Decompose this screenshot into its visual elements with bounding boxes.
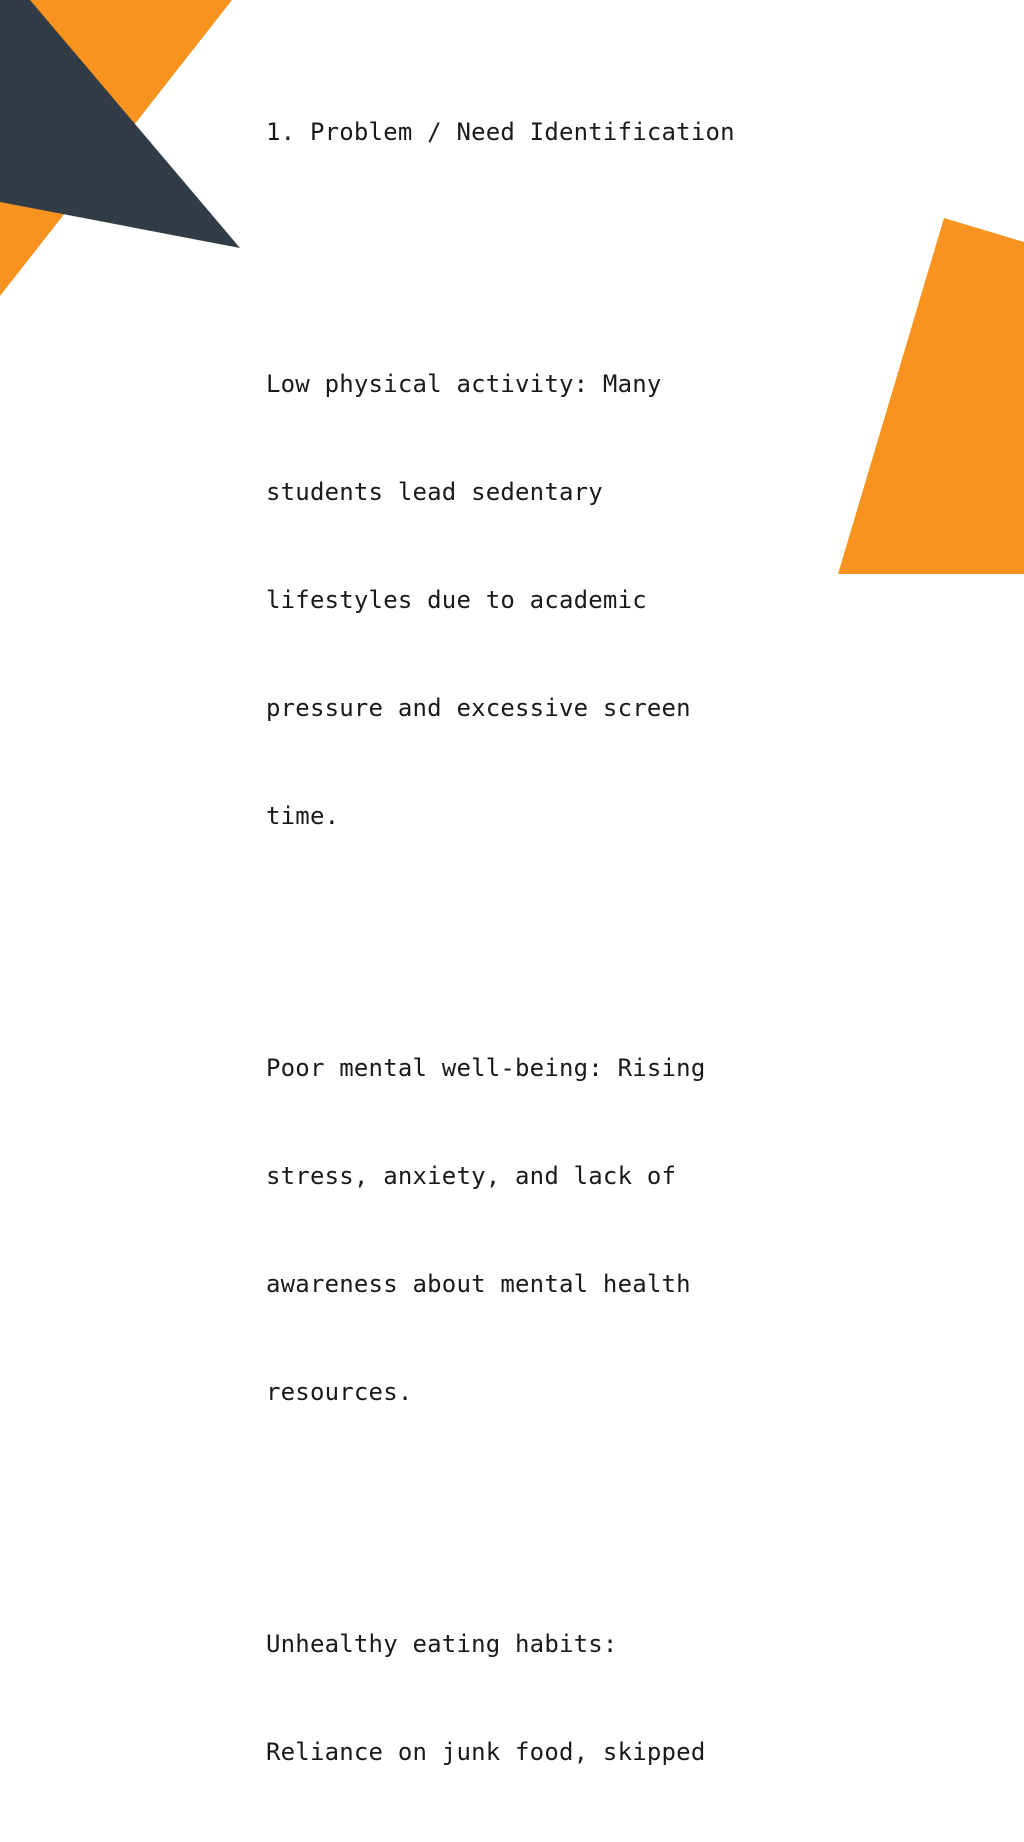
paragraph-line: resources. [266, 1378, 413, 1406]
paragraph-line: students lead sedentary [266, 478, 603, 506]
paragraph-line: awareness about mental health [266, 1270, 691, 1298]
spacer [266, 1482, 766, 1518]
paragraph-line: Reliance on junk food, skipped [266, 1738, 706, 1766]
paragraph-line: Poor mental well-being: Rising [266, 1054, 706, 1082]
spacer [266, 222, 766, 258]
slide-body [266, 42, 766, 1842]
paragraph-line: time. [266, 802, 340, 830]
paragraph-line: pressure and excessive screen [266, 694, 691, 722]
paragraph-line: Low physical activity: Many [266, 370, 662, 398]
paragraph-line: stress, anxiety, and lack of [266, 1162, 677, 1190]
slide-heading: 1. Problem / Need Identification [266, 118, 735, 146]
spacer [266, 906, 766, 942]
orange-shape-bottom-right [838, 218, 1024, 574]
paragraph-line: lifestyles due to academic [266, 586, 647, 614]
paragraph-line: Unhealthy eating habits: [266, 1630, 618, 1658]
